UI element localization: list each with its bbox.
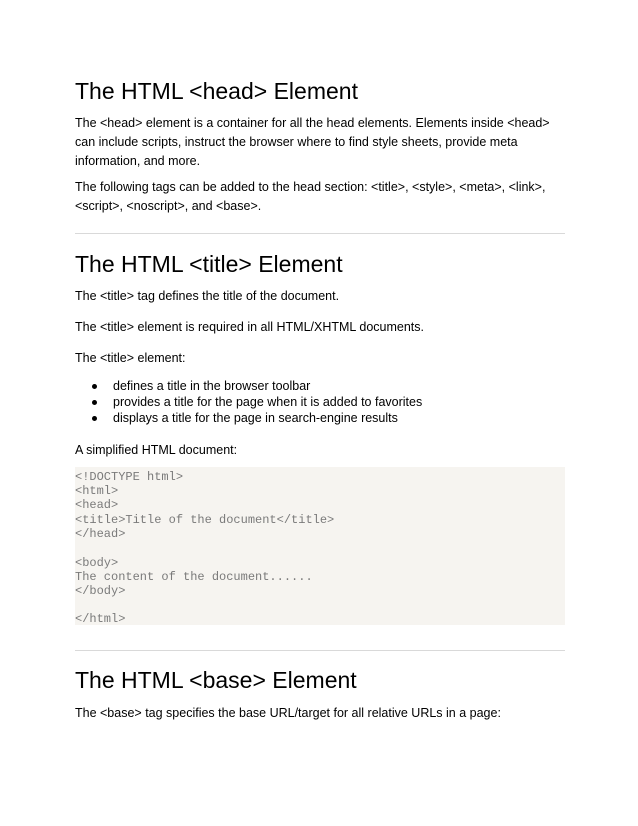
title-required-paragraph: The <title> element is required in all HTML/XHTML documents.	[75, 320, 424, 334]
list-item-text: displays a title for the page in search-engine results	[113, 411, 398, 425]
head-description-paragraph: The <head> element is a container for all the head elements. Elements inside <head> can include scripts, instruct the browser where to find style sheets, provide meta information, and more.	[75, 116, 550, 168]
code-line: </head>	[75, 527, 126, 541]
head-tags-paragraph: The following tags can be added to the head section: <title>, <style>, <meta>, <link>, <script>, <noscript>, and <base>.	[75, 180, 546, 213]
heading-base-element: The HTML <base> Element	[75, 667, 357, 693]
title-features-list	[75, 378, 422, 426]
simplified-document-label: A simplified HTML document:	[75, 443, 238, 457]
list-item	[75, 394, 422, 410]
title-definition-paragraph: The <title> tag defines the title of the document.	[75, 289, 340, 303]
title-element-intro: The <title> element:	[75, 351, 186, 365]
code-line: <!DOCTYPE html>	[75, 470, 184, 484]
list-item-text: defines a title in the browser toolbar	[113, 379, 311, 393]
bullet-icon	[92, 416, 97, 421]
list-item-text: provides a title for the page when it is added to favorites	[113, 395, 423, 409]
code-line: </body>	[75, 584, 126, 598]
heading-title-element: The HTML <title> Element	[75, 251, 343, 277]
section-divider	[75, 650, 565, 651]
code-line: <head>	[75, 498, 119, 512]
bullet-icon	[92, 400, 97, 405]
code-line: <html>	[75, 484, 119, 498]
section-divider	[75, 233, 565, 234]
bullet-icon	[92, 384, 97, 389]
code-line: <title>Title of the document</title>	[75, 513, 335, 527]
list-item	[75, 378, 422, 394]
base-description-paragraph: The <base> tag specifies the base URL/target for all relative URLs in a page:	[75, 706, 501, 720]
list-item	[75, 410, 422, 426]
code-line: </html>	[75, 612, 126, 626]
code-line: <body>	[75, 556, 119, 570]
heading-head-element: The HTML <head> Element	[75, 78, 358, 104]
code-line: The content of the document......	[75, 570, 313, 584]
code-example-box	[75, 467, 565, 625]
